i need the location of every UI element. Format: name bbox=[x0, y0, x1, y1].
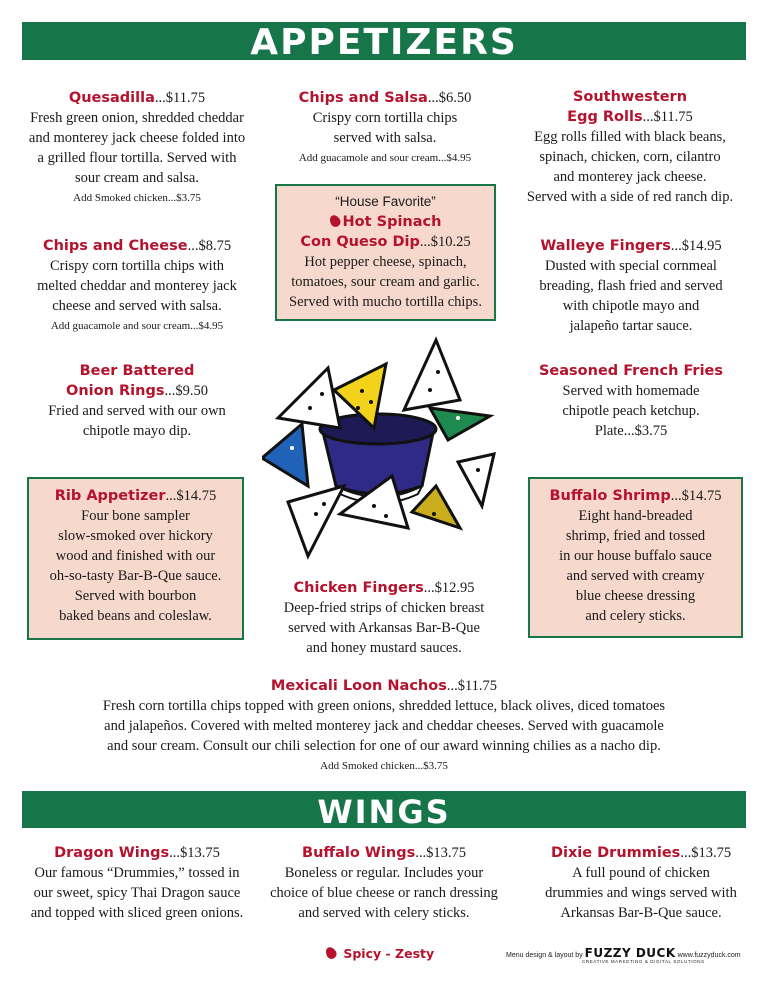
item-description: Served with homemade chipotle peach ketchup. bbox=[562, 383, 700, 419]
menu-item-rib-appetizer bbox=[27, 486, 244, 626]
menu-item-southwestern-egg-rolls bbox=[513, 88, 747, 207]
menu-item-dragon-wings bbox=[20, 843, 254, 923]
item-title-line1: Southwestern bbox=[572, 89, 688, 105]
spicy-legend-label: Spicy - Zesty bbox=[343, 946, 435, 961]
item-description: Fresh corn tortilla chips topped with green onions, shredded lettuce, black olives, diced tomatoes and jalapeños. Covered with melted monterey jack and cheddar cheeses. Served with guacamole and sour cream. Consult our chili selection for one of our award winning chilies as a nacho dip. bbox=[102, 698, 666, 754]
item-title-line2: Con Queso Dip bbox=[300, 234, 420, 250]
item-price: ...$13.75 bbox=[169, 845, 220, 861]
menu-item-chips-and-salsa bbox=[270, 88, 500, 166]
chips-and-salsa-illustration bbox=[262, 336, 498, 568]
item-price: ...$13.75 bbox=[415, 845, 466, 861]
item-description: Our famous “Drummies,” tossed in our sweet, spicy Thai Dragon sauce and topped with sliced green onions. bbox=[30, 865, 244, 921]
item-description: Deep-fried strips of chicken breast served with Arkansas Bar-B-Que and honey mustard sauces. bbox=[283, 600, 485, 656]
item-description: Hot pepper cheese, spinach, tomatoes, sour cream and garlic. Served with mucho tortilla chips. bbox=[289, 254, 482, 310]
item-price: ...$13.75 bbox=[680, 845, 732, 861]
item-description: Egg rolls filled with black beans, spinach, chicken, corn, cilantro and monterey jack cheese. Served with a side of red ranch dip. bbox=[526, 129, 734, 205]
item-title: Chips and Salsa bbox=[298, 90, 428, 106]
menu-item-chips-and-cheese bbox=[22, 236, 252, 334]
item-price: ...$14.75 bbox=[165, 488, 217, 504]
item-description: Eight hand-breaded shrimp, fried and tossed in our house buffalo sauce and served with creamy blue cheese dressing and celery sticks. bbox=[559, 508, 712, 624]
menu-item-hot-spinach-con-queso-dip bbox=[275, 192, 496, 312]
item-title: Mexicali Loon Nachos bbox=[270, 678, 447, 694]
menu-item-buffalo-shrimp bbox=[528, 486, 743, 626]
item-title-line1: Beer Battered bbox=[79, 363, 195, 379]
item-addon: Add Smoked chicken...$3.75 bbox=[320, 760, 448, 772]
item-title-line2: Egg Rolls bbox=[567, 109, 643, 125]
design-credit bbox=[506, 946, 741, 964]
item-plate-price: Plate...$3.75 bbox=[594, 423, 668, 439]
chili-pepper-icon bbox=[324, 945, 339, 960]
item-title: Rib Appetizer bbox=[54, 488, 166, 504]
item-title: Dragon Wings bbox=[54, 845, 170, 861]
item-description: Boneless or regular. Includes your choice of blue cheese or ranch dressing and served with celery sticks. bbox=[270, 865, 498, 921]
item-price: ...$12.95 bbox=[423, 580, 475, 596]
item-price: ...$11.75 bbox=[154, 90, 206, 106]
credit-tagline: CREATIVE MARKETING & DIGITAL SOLUTIONS bbox=[582, 959, 705, 964]
item-title: Buffalo Shrimp bbox=[549, 488, 671, 504]
item-title: Dixie Drummies bbox=[550, 845, 681, 861]
item-description: Four bone sampler slow-smoked over hickory wood and finished with our oh-so-tasty Bar-B-Que sauce. Served with bourbon baked beans and coleslaw. bbox=[49, 508, 222, 624]
item-addon: Add Smoked chicken...$3.75 bbox=[73, 192, 201, 204]
item-title: Walleye Fingers bbox=[540, 238, 671, 254]
item-title-line2: Onion Rings bbox=[66, 383, 165, 399]
item-price: ...$14.75 bbox=[670, 488, 722, 504]
menu-item-dixie-drummies bbox=[528, 843, 754, 923]
menu-item-mexicali-loon-nachos bbox=[40, 676, 728, 774]
item-description: Fried and served with our own chipotle mayo dip. bbox=[48, 403, 226, 439]
fuzzy-duck-logo: FUZZY DUCK bbox=[584, 946, 676, 960]
item-title: Chips and Cheese bbox=[42, 238, 188, 254]
item-addon: Add guacamole and sour cream...$4.95 bbox=[298, 152, 472, 164]
item-price: ...$11.75 bbox=[446, 678, 498, 694]
item-title: Chicken Fingers bbox=[293, 580, 424, 596]
item-price: ...$6.50 bbox=[427, 90, 472, 106]
item-price: ...$14.95 bbox=[670, 238, 722, 254]
menu-item-seasoned-french-fries bbox=[518, 362, 744, 441]
menu-item-chicken-fingers bbox=[256, 578, 512, 658]
credit-website: www.fuzzyduck.com bbox=[677, 952, 741, 959]
menu-item-beer-battered-onion-rings bbox=[22, 362, 252, 441]
item-addon: Add guacamole and sour cream...$4.95 bbox=[50, 320, 224, 332]
item-price: ...$11.75 bbox=[642, 109, 693, 125]
chili-pepper-icon bbox=[327, 213, 342, 228]
item-price: ...$9.50 bbox=[164, 383, 208, 399]
item-price: ...$10.25 bbox=[419, 234, 471, 250]
item-price: ...$8.75 bbox=[187, 238, 232, 254]
item-description: Crispy corn tortilla chips with melted cheddar and monterey jack cheese and served with salsa. bbox=[37, 258, 237, 314]
item-title: Buffalo Wings bbox=[302, 845, 416, 861]
wings-banner: WINGS bbox=[22, 791, 746, 828]
credit-prefix: Menu design & layout by bbox=[506, 952, 583, 959]
house-favorite-tag: “House Favorite” bbox=[335, 194, 436, 209]
item-title: Quesadilla bbox=[68, 90, 155, 106]
spicy-legend bbox=[326, 946, 434, 961]
item-description: A full pound of chicken drummies and wings served with Arkansas Bar-B-Que sauce. bbox=[545, 865, 737, 921]
menu-item-quesadilla bbox=[22, 88, 252, 206]
item-title: Seasoned French Fries bbox=[538, 363, 724, 379]
item-description: Crispy corn tortilla chips served with salsa. bbox=[312, 110, 458, 146]
item-description: Fresh green onion, shredded cheddar and monterey jack cheese folded into a grilled flour tortilla. Served with sour cream and salsa. bbox=[28, 110, 246, 186]
item-description: Dusted with special cornmeal breading, flash fried and served with chipotle mayo and jalapeño tartar sauce. bbox=[539, 258, 723, 334]
menu-item-buffalo-wings bbox=[268, 843, 500, 923]
item-title-line1: Hot Spinach bbox=[342, 214, 442, 230]
appetizers-banner: APPETIZERS bbox=[22, 22, 746, 60]
menu-item-walleye-fingers bbox=[518, 236, 744, 336]
